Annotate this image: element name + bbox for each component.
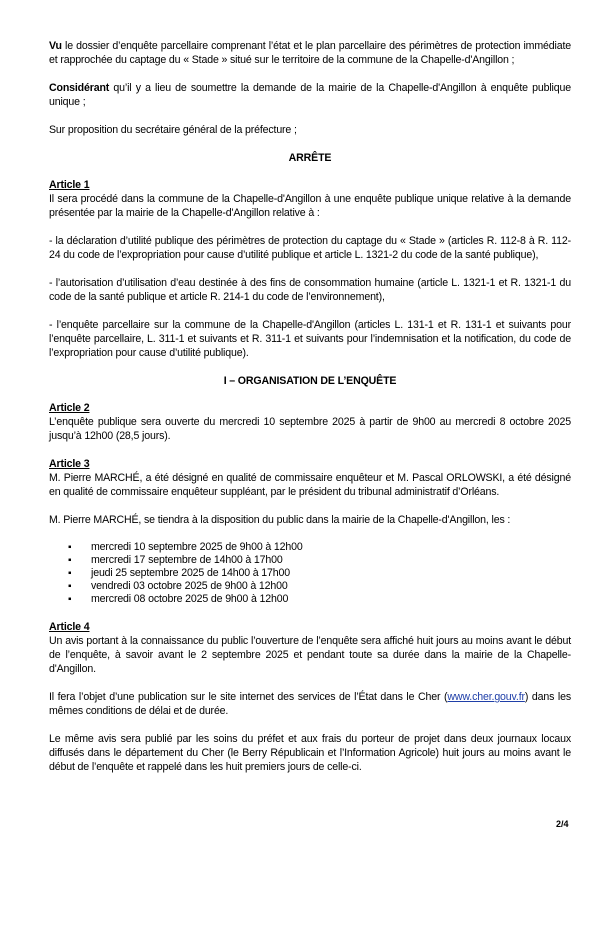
article-1-item-declaration: - la déclaration d’utilité publique des périmètres de protection du captage du « Stade » (articles R. 112-8 à R. 112-24 du code de l’expropriation pour cause d’utilité publique et article L. 1321-2 du code de la santé publique), <box>49 235 571 261</box>
article-4-para-publication: Il fera l’objet d’une publication sur le site internet des services de l’État dans le Cher (www.cher.gouv.fr) dans les mêmes conditions de délai et de durée. <box>49 691 571 717</box>
article-3-availability: M. Pierre MARCHÉ, se tiendra à la disposition du public dans la mairie de la Chapelle-d'Angillon, les : <box>49 514 511 526</box>
schedule-item: ▪ vendredi 03 octobre 2025 de 9h00 à 12h00 <box>68 580 288 592</box>
bullet-icon: ▪ <box>68 555 72 566</box>
bullet-icon: ▪ <box>68 581 72 592</box>
document-page <box>49 39 571 788</box>
article-4-para-affichage: Un avis portant à la connaissance du public l’ouverture de l’enquête sera affiché huit jours au moins avant le début de l’enquête, à savoir avant le 2 septembre 2025 et pendant toute sa durée dans la mairie de la Chapelle-d'Angillon. <box>49 635 571 675</box>
schedule-item: ▪ mercredi 08 octobre 2025 de 9h00 à 12h00 <box>68 593 289 605</box>
article-3 <box>49 457 571 606</box>
article-4 <box>49 620 571 774</box>
cher-gouv-link[interactable]: www.cher.gouv.fr <box>447 691 525 703</box>
article-1-title: Article 1 <box>49 179 90 191</box>
article-4-title: Article 4 <box>49 621 90 633</box>
schedule-item: ▪ jeudi 25 septembre 2025 de 14h00 à 17h00 <box>68 567 290 579</box>
considerant-lead: Considérant <box>49 82 110 94</box>
proposition-paragraph: Sur proposition du secrétaire général de la préfecture ; <box>49 124 297 136</box>
schedule-item: ▪ mercredi 10 septembre 2025 de 9h00 à 12h00 <box>68 541 303 553</box>
vu-lead: Vu <box>49 40 62 52</box>
article-2 <box>49 401 571 443</box>
vu-text: le dossier d’enquête parcellaire comprenant l’état et le plan parcellaire des périmètres de protection immédiate et rapprochée du captage du « Stade » situé sur le territoire de la commune de la Chapelle-d'Angillon ; <box>49 40 571 66</box>
page-number: 2/4 <box>556 819 569 829</box>
bullet-icon: ▪ <box>68 542 72 553</box>
article-2-text: L’enquête publique sera ouverte du mercredi 10 septembre 2025 à partir de 9h00 au mercredi 8 octobre 2025 jusqu’à 12h00 (28,5 jours). <box>49 416 571 442</box>
article-1 <box>49 178 571 360</box>
section-organisation-heading: I – ORGANISATION DE L’ENQUÊTE <box>223 375 397 387</box>
article-1-item-parcellaire: - l’enquête parcellaire sur la commune de la Chapelle-d'Angillon (articles L. 131-1 et R. 131-1 et suivants pour l’enquête parcellaire, L. 311-1 et suivants et R. 311-1 et suivants pour l’indemnisation et la notification, du code de l’expropriation pour cause d’utilité publique). <box>49 319 571 359</box>
article-3-title: Article 3 <box>49 458 90 470</box>
article-4-para-journaux: Le même avis sera publié par les soins du préfet et aux frais du porteur de projet dans deux journaux locaux diffusés dans le département du Cher (le Berry Républicain et l’Information Agricole) huit jours au moins avant le début de l’enquête et rappelé dans les huit premiers jours de celle-ci. <box>49 733 571 773</box>
bullet-icon: ▪ <box>68 594 72 605</box>
considerant-paragraph <box>49 81 571 109</box>
article-1-item-autorisation: - l’autorisation d’utilisation d’eau destinée à des fins de consommation humaine (article L. 1321-1 et R. 1321-1 du code de la santé publique et article R. 214-1 du code de l’environnement), <box>49 277 571 303</box>
schedule-item: ▪ mercredi 17 septembre de 14h00 à 17h00 <box>68 554 283 566</box>
considerant-text: qu’il y a lieu de soumettre la demande de la mairie de la Chapelle-d'Angillon à enquête publique unique ; <box>49 82 571 108</box>
bullet-icon: ▪ <box>68 568 72 579</box>
article-2-title: Article 2 <box>49 402 90 414</box>
article-1-intro: Il sera procédé dans la commune de la Chapelle-d'Angillon à une enquête publique unique relative à la demande présentée par la mairie de la Chapelle-d'Angillon relative à : <box>49 193 571 219</box>
vu-paragraph <box>49 39 571 67</box>
article-3-text: M. Pierre MARCHÉ, a été désigné en qualité de commissaire enquêteur et M. Pascal ORLOWSKI, a été désigné en qualité de commissaire enquêteur suppléant, par le président du tribunal administratif d’Orléans. <box>49 472 571 498</box>
permanence-schedule-list <box>49 541 571 606</box>
arrete-heading: ARRÊTE <box>288 152 332 164</box>
